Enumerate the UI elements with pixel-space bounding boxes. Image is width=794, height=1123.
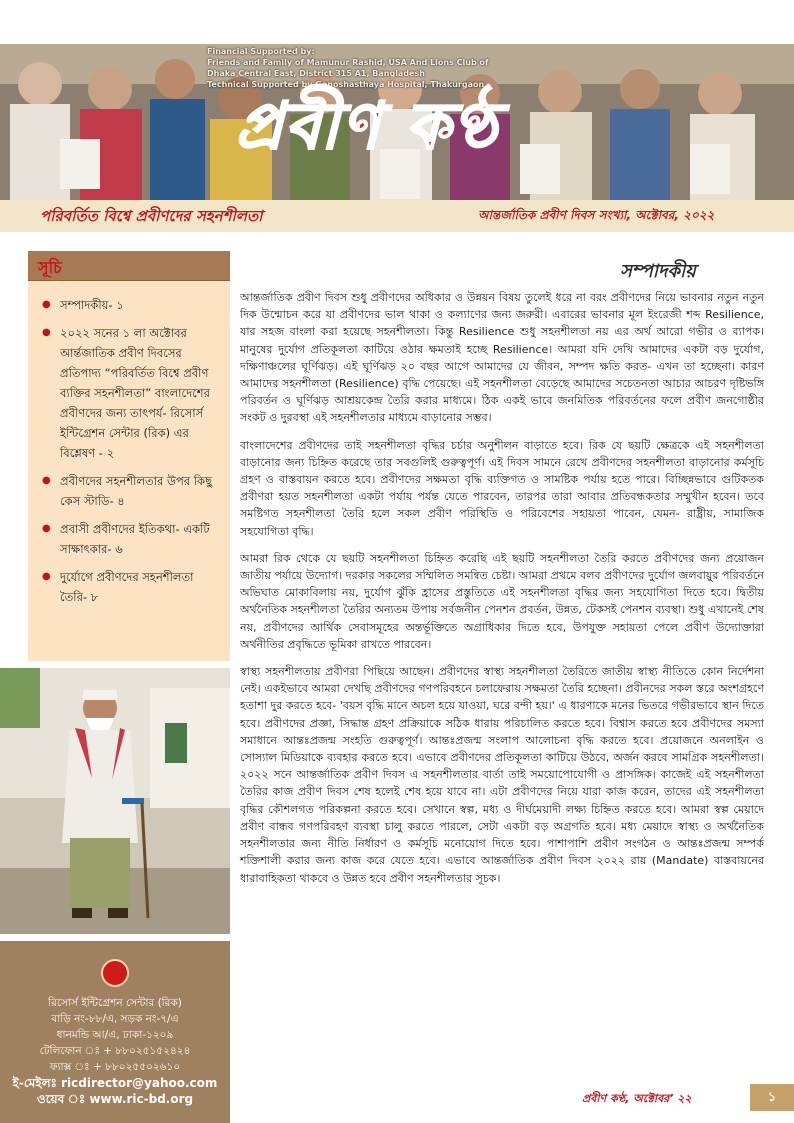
contact-box (0, 941, 230, 1123)
ric-logo-icon (101, 959, 129, 987)
email-link[interactable]: ই-মেইলঃ ricdirector@yahoo.com (12, 1076, 218, 1090)
address-line-1: বাড়ি নং-৮৮/এ, সড়ক নং-৭/এ (51, 1013, 179, 1025)
address-line-2: ধানমন্ডি আ/এ, ঢাকা-১২০৯ (56, 1029, 174, 1041)
editorial-paragraph: আমরা রিক থেকে যে ছয়টি সহনশীলতা চিহ্নিত করেছি এই ছয়টি সহনশীলতা তৈরি করতে প্রবীণদের জন্য প্রয়োজন জাতীয় পর্যায়ে উদ্যোগ। দরকার সকলের সম্মিলিত সমন্বিত চেষ্টা। আমরা প্রথমে বলব প্রবীণদের দুর্যোগ জলবায়ুর পরিবর্তনে অভিঘাত মোকাবিলায় নয়, দুর্যোগ ঝুঁকি হ্রাসের প্রস্তুতিতে এই সহনশীলতা বৃদ্ধির জন্য সহযোগিতা দিতে হবে। দ্বিতীয় অর্থনৈতিক সহনশীলতা তৈরির অন্যতম উপায় সর্বজনীন পেনশন প্রবর্তন, উন্নত, টেকসই পেনশন ব্যবস্থা। শুধু এখানেই শেষ নয়, প্রবীণদের আর্থিক সেবাসমূহের অন্তর্ভূক্তিতে অগ্রাধিকার দিতে হবে, উপযুক্ত সহায়তা পেলে প্রবীণ উদ্যোক্তারা অর্থনীতির প্রবৃদ্ধিতে ভূমিকা রাখতে পারবেন। (240, 551, 764, 651)
toc-item[interactable]: ● প্রবাসী প্রবীণদের ইতিকথা- একটি সাক্ষাৎকার- ৬ (38, 519, 224, 559)
support-line: Friends and Family of Mamunur Rashid, USA And Lions Club of (207, 58, 489, 67)
editorial-paragraph: স্বাস্থ্য সহনশীলতায় প্রবীণরা পিছিয়ে আছেন। প্রবীণদের স্বাস্থ্য সহনশীলতা তৈরিতে জাতীয় স্বাস্থ্য নীতিতে কোন নির্দেশনা নেই। একইভাবে আমরা দেখছি প্রবীণদের গণপরিবহনে চলাফেরায় সক্ষমতা তৈরি হচ্ছেনা। প্রবীনদের সকল স্তরে অংশগ্রহণে হতাশা দুর করতে হবে- 'বয়স বৃদ্ধি মানে অচল হয়ে যাওয়া, ঘরে বন্দী হয়।' এ ধারণাকে মনের ভিতরে গভীরভাবে স্থান দিতে হবে। প্রবীণদের প্রজ্ঞা, সিদ্ধান্ত গ্রহণ প্রক্রিয়াকে সঠিক ধারায় পরিচালিত করতে হবে। বিশ্বাস করতে হবে প্রবীণদের সমস্যা সমাধানে আন্তঃপ্রজন্ম সংহতি গুরুত্বপূর্ণ। আন্তঃপ্রজন্ম সংলাপ আলোচনা বৃদ্ধি করতে হবে। প্রয়োজনে অনলাইন ও সোস্যাল মিডিয়াকে ব্যবহার করতে হবে। এভাবে প্রবীণদের প্রতিকূলতা কাটিয়ে উঠবে, অর্জন করবে সামগ্রিক সহনশীলতা। ২০২২ সনে আন্তর্জাতিক প্রবীণ দিবস এ সহনশীলতার বার্তা তাই সময়োপোযোগী ও প্রাসঙ্গিক। কাজেই এই সহনশীলতা তৈরির কাজ প্রবীণ দিবস শেষ হলেই শেষ হয়ে যাবে না। এটা প্রবীণদের নিয়ে যারা কাজ করেন, তাদের এই সহনশীলতা বৃদ্ধির কৌশলগত পরিকল্পনা করতে হবে। সেখানে স্বল্প, মধ্য ও দীর্ঘমেয়াদী লক্ষ্য চিহ্নিত করতে হবে। আমরা স্বল্প মেয়াদে প্রবীণ বান্ধব গণপরিবহণ ব্যবস্থা চালু করতে পারলে, সেটা একটা বড় অগ্রগতি হবে। মধ্য মেয়াদে স্বাস্থ্য ও অর্থনৈতিক সহনশীলতার জন্য নীতি নির্ধারণ ও কর্মসূচি মনোযোগ দিতে হবে। পাশাপাশি প্রবীণ সংগঠন ও আন্তঃপ্রজন্ম সম্পর্ক শক্তিশালী করার জন্য কাজ করে যেতে হবে। এভাবে আন্তর্জাতিক প্রবীণ দিবস ২০২২ রায় (Mandate) বাস্তবায়নের ধারাবাহিকতা থাকবে ও উন্নত হবে প্রবীণ সহনশীলতার সূচক। (240, 665, 764, 885)
fax: ফ্যাক্স ঃ + ৮৮০২৫৫০২৬১০ (49, 1061, 181, 1073)
toc-item[interactable]: ● প্রবীণদের সহনশীলতার উপর কিছু কেস স্টাডি- ৪ (38, 471, 224, 511)
editorial-title: সম্পাদকীয় (620, 261, 696, 282)
org-name: রিসোর্স ইন্টিগ্রেশন সেন্টার (রিক) (48, 997, 182, 1009)
toc-box (28, 251, 230, 661)
top-white-strip (0, 0, 794, 44)
issue-label: আন্তর্জাতিক প্রবীণ দিবস সংখ্যা, অক্টোবর, ২০২২ (478, 208, 715, 222)
running-footer: প্রবীণ কণ্ঠ, অক্টোবর’ ২২ (582, 1092, 692, 1105)
toc-list (38, 295, 224, 615)
support-line: Dhaka Central East, District 315 A1, Bangladesh (207, 69, 425, 78)
masthead-title: প্রবীণ কণ্ঠ (235, 89, 499, 164)
tagline: পরিবর্তিত বিশ্বে প্রবীণদের সহনশীলতা (40, 207, 263, 225)
page-number: ১ (750, 1084, 794, 1111)
phone: টেলিফোন ঃ + ৮৮০২৫১৫২৪২৪ (39, 1045, 191, 1057)
toc-item[interactable]: ● ২০২২ সনের ১ লা অক্টোবর আর্ন্তজাতিক প্রবীণ দিবসের প্রতিপাদ্য “পরিবর্তিত বিশ্বে প্রবীণ ব্যক্তির সহনশীলতা” বাংলাদেশের প্রবীণদের জন্য তাৎপর্য- রিসোর্স ইন্টিগ্রেশন সেন্টার (রিক) এর বিশ্লেষণ - ২ (38, 323, 224, 463)
toc-title: সূচি (38, 258, 62, 277)
support-line: Technical Supported by Gonoshasthaya Hospital, Thakurgaon (207, 80, 485, 89)
support-line: Financial Supported by: (207, 47, 315, 56)
editorial-body (240, 289, 764, 887)
contact-lines (8, 995, 222, 1107)
website-link[interactable]: ওয়েব ঃ www.ric-bd.org (36, 1092, 194, 1106)
editorial-paragraph: আন্তর্জাতিক প্রবীণ দিবস শুধু প্রবীণদের অধিকার ও উন্নয়ন বিষয় তুলেই ধরে না বরং প্রবীণদের নিয়ে ভাবনার নতুন নতুন দিক উন্মোচন করে যা প্রবীণদের ভাল থাকা ও কল্যাণের জন্য জরুরী। এবারের ভাবনার মূল ইংরেজী শব্দ Resilience, যার সহজ বাংলা করা হয়েছে সহনশীলতা। কিন্তু Resilience শুধু সহনশীলতা নয় এর অর্থ আরো গভীর ও ব্যাপক। মানুষের দুর্যোগ প্রতিকূলতা কাটিয়ে ওঠার ক্ষমতাই হচ্ছে Resilience। আমরা যদি দেখি আমাদের একটা বড় দুর্যোগ, দক্ষিণাঞ্চলের ঘূর্ণিঝড়। এই ঘূর্ণিঝড় ২০ বছর আগে আমাদের যে জীবন, সম্পদ ক্ষতি করত- এখন তা হচ্ছেনা। কারণ আমাদের সহনশীলতা (Resilience) বৃদ্ধি পেয়েছে। এই সহনশীলতা বেড়েছে আমাদের সচেতনতা আচার আচরণ দৃষ্টিভঙ্গি পরিবর্তন ও ঘূর্ণিঝড় আশ্রয়কেন্দ্র তৈরি করার মাধ্যমে। ঠিক একই ভাবে জনমিতিক পরিবর্তনের ফলে প্রবীণ জনগোষ্ঠীর সংকট ও দুরবস্থা এই সহনশীলতার মাধ্যমে বাড়ানোর সম্ভব। (240, 291, 764, 425)
editorial-paragraph: বাংলাদেশের প্রবীণদের তাই সহনশীলতা বৃদ্ধির চর্চার অনুশীলন বাড়াতে হবে। রিক যে ছয়টি ক্ষেত্রকে এই সহনশীলতা বাড়ানোর জন্য চিহ্নিত করেছে তার সবগুলিই গুরুত্বপূর্ণ। এই দিবস সামনে রেখে প্রবীণদের সহনশীলতা বাড়ানোর কর্মসূচি গ্রহণ ও বাস্তবায়ন করতে হবে। প্রবীণদের সক্ষমতা বৃদ্ধি ব্যক্তিগত ও সামষ্টিক পর্যায় হতে পারে। বিচ্ছিন্নভাবে গুটিকতক প্রবীণরা হয়ত সহনশীলতা একটা পর্যায় পর্যন্ত যেতে পারবেন, তারপর তারা আবার প্রতিবন্ধকতার সম্মুখীন হবেন। তবে সমষ্টিগত সহনশীলতা তৈরি হলে সকল প্রবীণ পরিস্থিতি ও পরিবেশের সহায়তা পাবেন, যেমন- রাষ্ট্রীয়, সামাজিক সহযোগিতা বৃদ্ধি। (240, 438, 764, 538)
header-banner (0, 0, 794, 232)
elderly-man-photo (0, 668, 230, 934)
toc-item[interactable]: ● সম্পাদকীয়- ১ (38, 295, 224, 315)
toc-item[interactable]: ● দুর্যোগে প্রবীণদের সহনশীলতা তৈরি- ৮ (38, 567, 224, 607)
